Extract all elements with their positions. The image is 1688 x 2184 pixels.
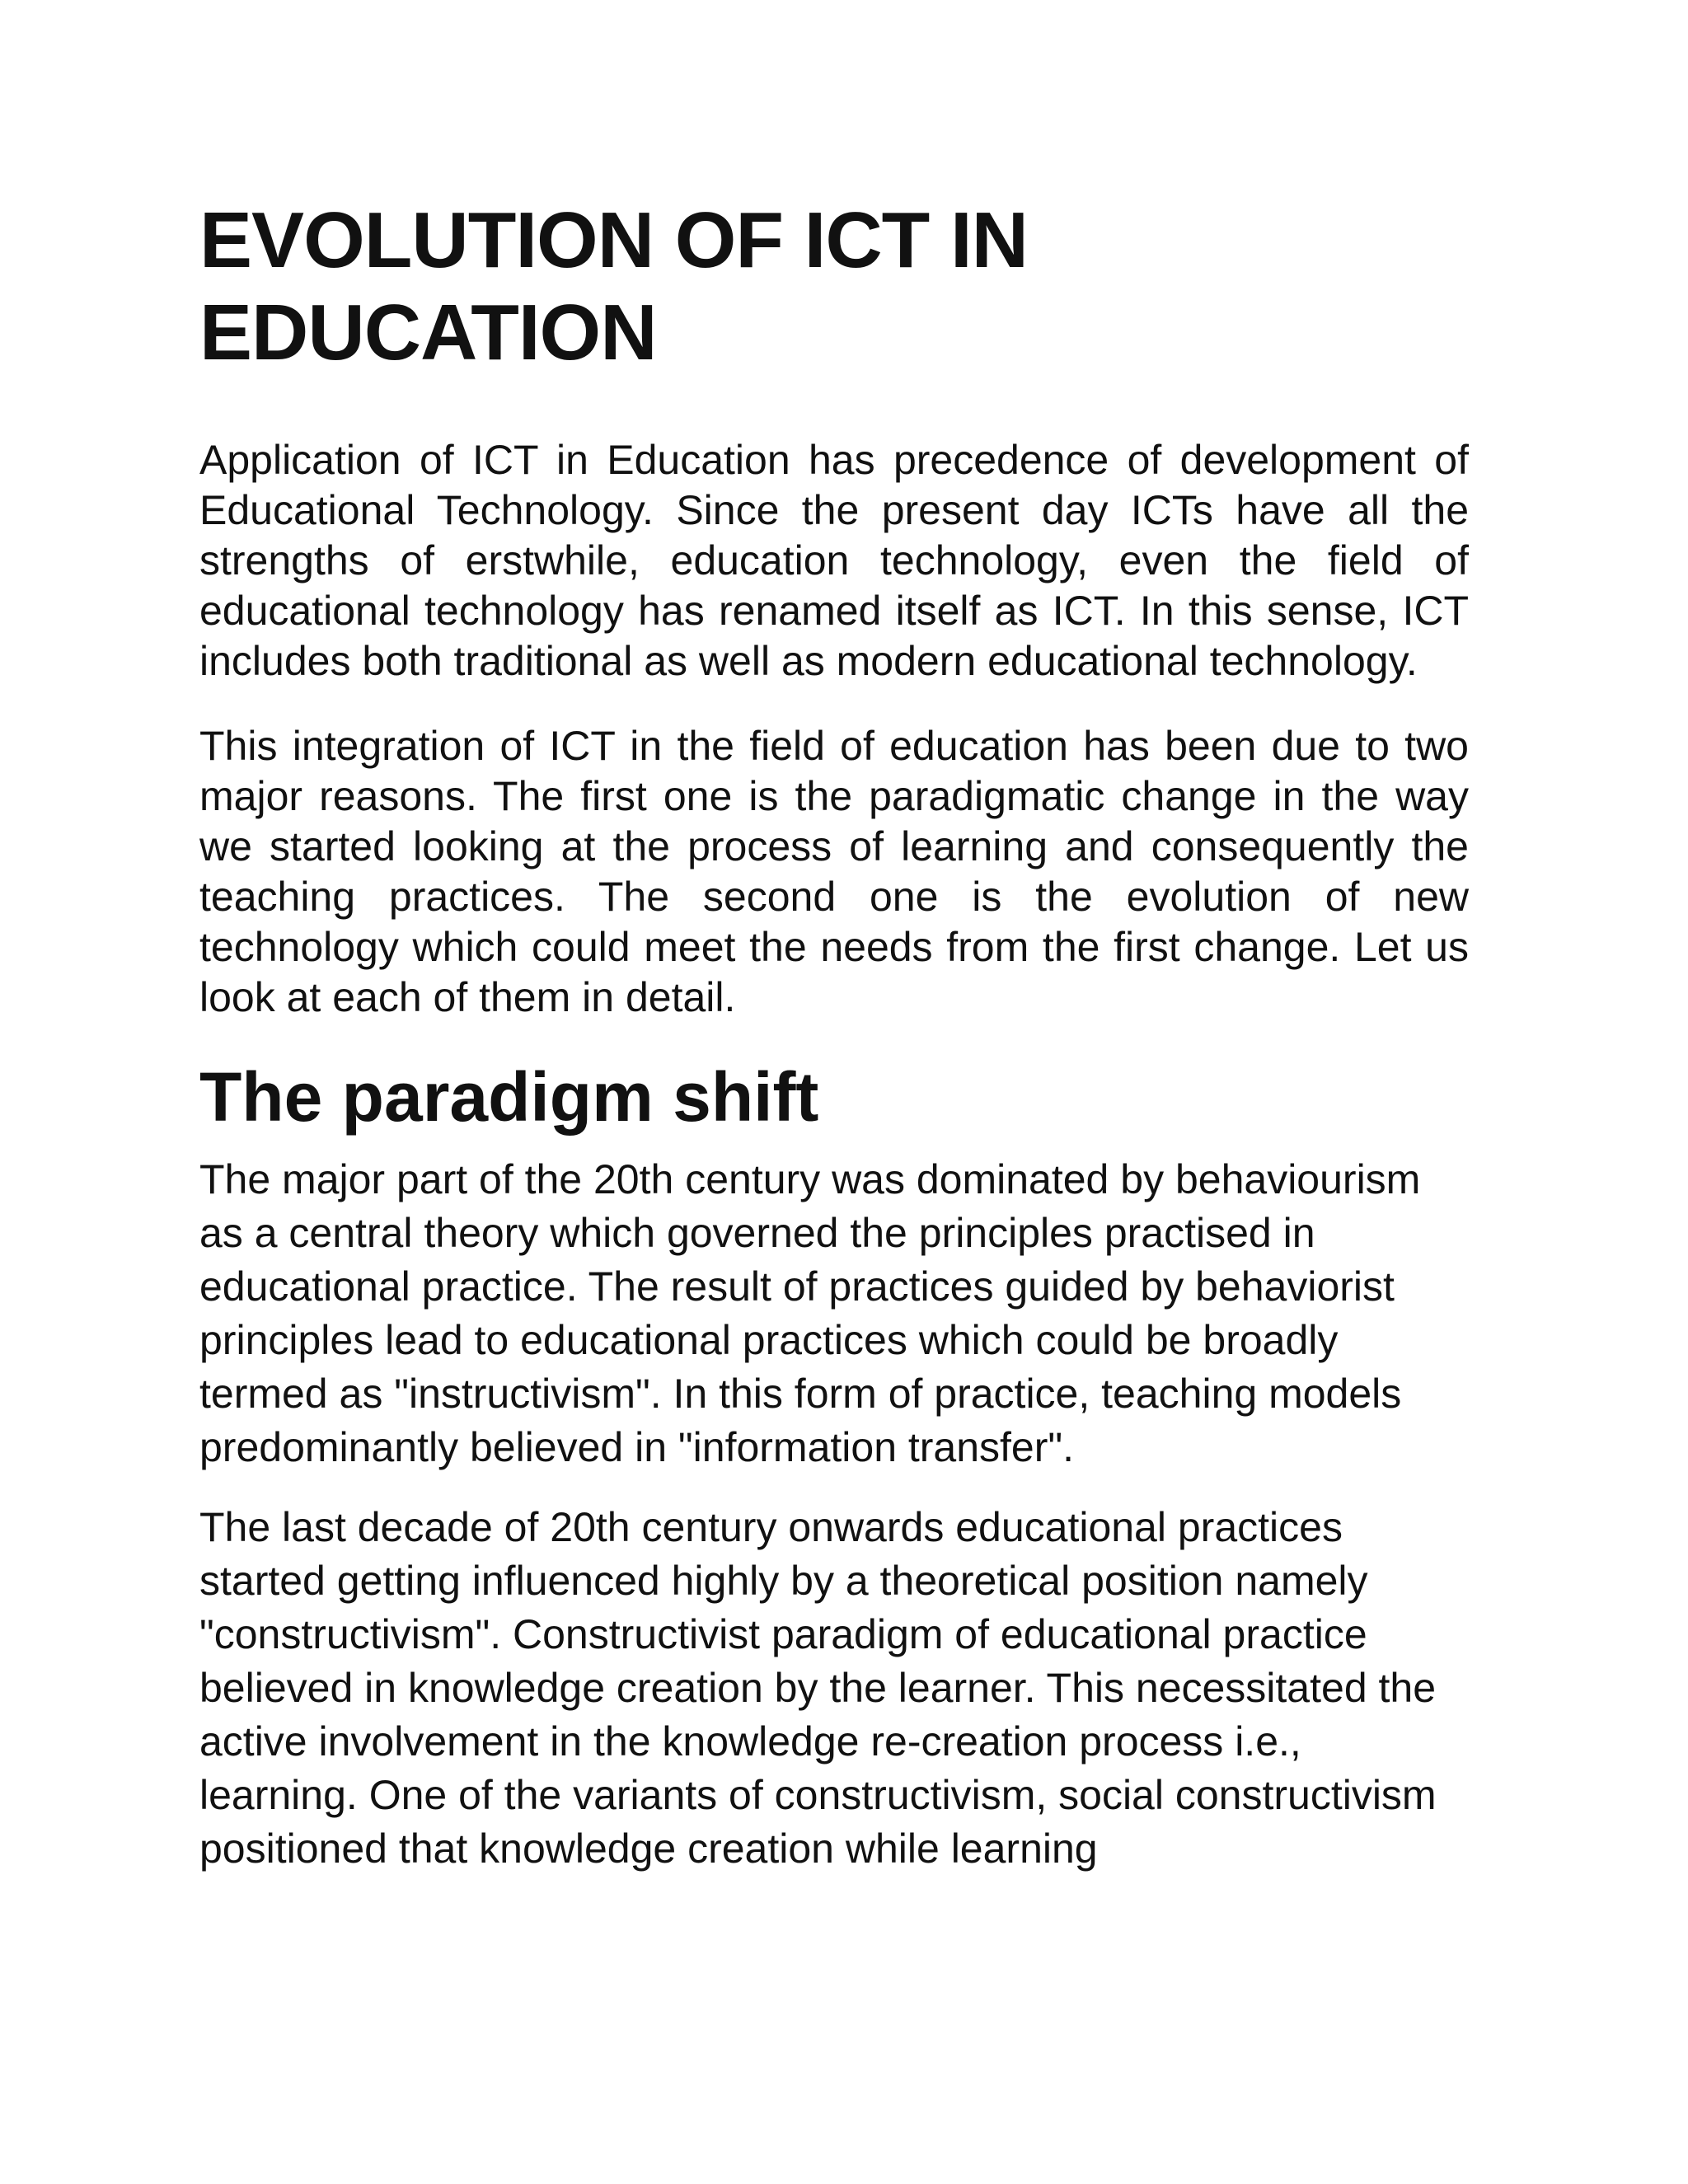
document-title: EVOLUTION OF ICT IN EDUCATION [199,196,1028,377]
intro-paragraph-2: This integration of ICT in the field of education has been due to two major reasons. The first one is the paradigmatic change in the way we started looking at the process of learning and consequently the teaching practices. The second one is the evolution of new technology which could meet the needs from the first change. Let us look at each of them in detail. [199,723,1469,1020]
section-heading: The paradigm shift [199,1058,819,1136]
section-paragraph-1: The major part of the 20th century was dominated by behaviourism as a central theory which governed the principles practised in educational practice. The result of practices guided by behaviorist principles lead to educational practices which could be broadly termed as "instructivism". In this form of practice, teaching models predominantly believed in "information transfer". [199,1156,1421,1470]
document-content [199,194,1469,1876]
section-paragraph-2: The last decade of 20th century onwards educational practices started getting influenced highly by a theoretical position namely "constructivism". Constructivist paradigm of educational practice believed in knowledge creation by the learner. This necessitated the active involvement in the knowledge re-creation process i.e., learning. One of the variants of constructivism, social constructivism positioned that knowledge creation while learning [199,1504,1437,1872]
intro-paragraph-1: Application of ICT in Education has precedence of development of Educational Technology. Since the present day ICTs have all the strengths of erstwhile, education technology, even the field of educational technology has renamed itself as ICT. In this sense, ICT includes both traditional as well as modern educational technology. [199,437,1469,684]
